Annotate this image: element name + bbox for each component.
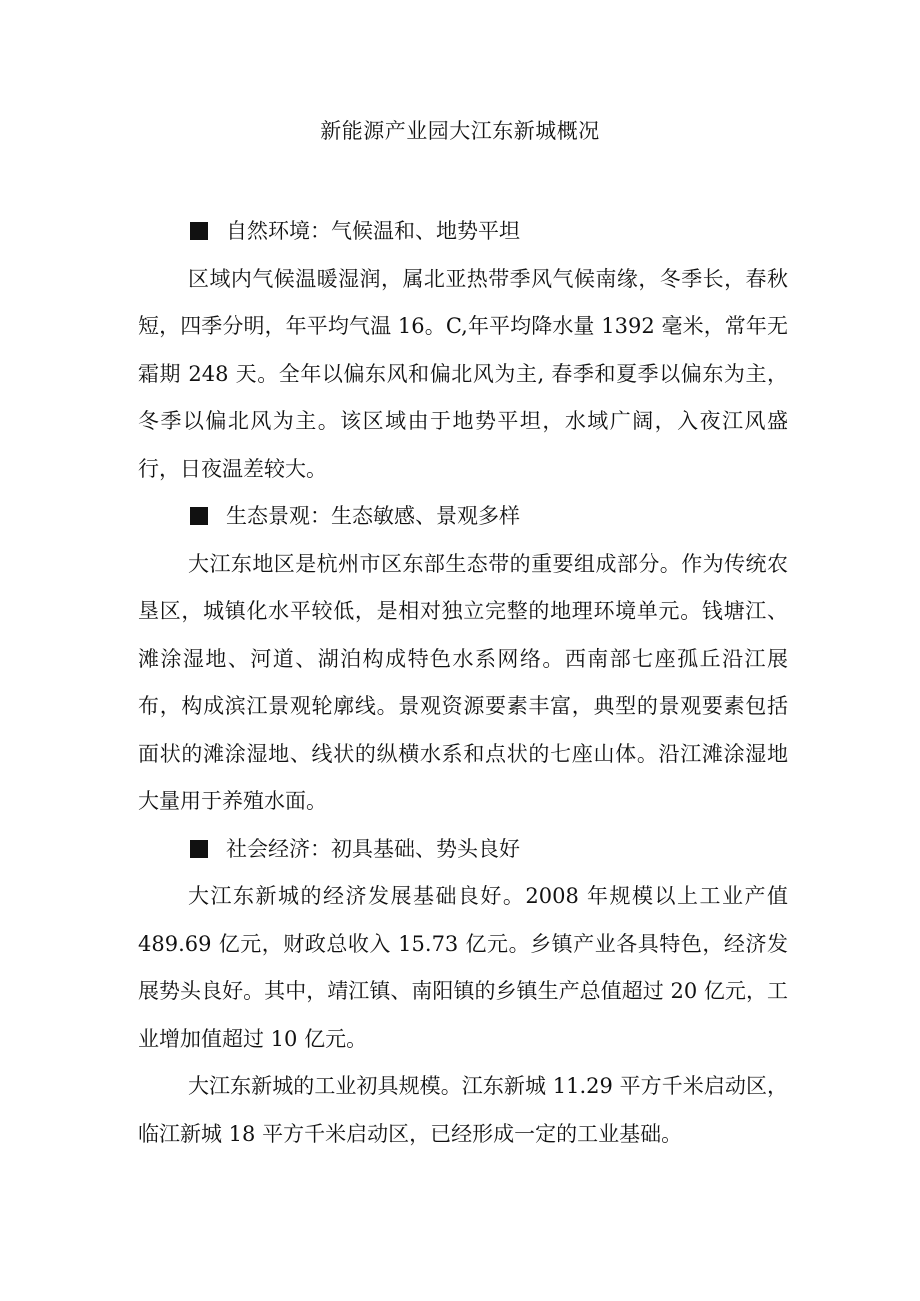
- section-heading-natural-environment: [138, 208, 788, 256]
- paragraph-industry: 大江东新城的工业初具规模。江东新城 11.29 平方千米启动区，临江新城 18 平方千米启动区，已经形成一定的工业基础。: [138, 1074, 788, 1146]
- square-bullet-icon: [190, 507, 208, 525]
- square-bullet-icon: [190, 840, 208, 858]
- section-heading-text: 生态景观：生态敏感、景观多样: [226, 504, 520, 528]
- paragraph-climate: 区域内气候温暖湿润，属北亚热带季风气候南缘，冬季长，春秋短，四季分明，年平均气温 16。C,年平均降水量 1392 毫米，常年无霜期 248 天。全年以偏东风和偏北风为主, 春季和夏季以偏东为主，冬季以偏北风为主。该区域由于地势平坦，水域广阔，入夜江风盛行，日夜温差较大。: [138, 266, 788, 481]
- paragraph-economy: 大江东新城的经济发展基础良好。2008 年规模以上工业产值 489.69 亿元，财政总收入 15.73 亿元。乡镇产业各具特色，经济发展势头良好。其中，靖江镇、南阳镇的乡镇生产总值超过 20 亿元，工业增加值超过 10 亿元。: [138, 884, 788, 1051]
- section-heading-text: 社会经济：初具基础、势头良好: [226, 836, 520, 861]
- section-heading-text: 自然环境：气候温和、地势平坦: [226, 219, 520, 243]
- document-title: 新能源产业园大江东新城概况: [320, 119, 600, 143]
- paragraph-ecology: 大江东地区是杭州市区东部生态带的重要组成部分。作为传统农垦区，城镇化水平较低，是相对独立完整的地理环境单元。钱塘江、滩涂湿地、河道、湖泊构成特色水系网络。西南部七座孤丘沿江展布，构成滨江景观轮廓线。景观资源要素丰富，典型的景观要素包括面状的滩涂湿地、线状的纵横水系和点状的七座山体。沿江滩涂湿地大量用于养殖水面。: [138, 551, 788, 813]
- document-body: [138, 208, 788, 1158]
- section-heading-ecological-landscape: [138, 493, 788, 541]
- section-heading-social-economy: [138, 826, 788, 874]
- square-bullet-icon: [190, 222, 208, 240]
